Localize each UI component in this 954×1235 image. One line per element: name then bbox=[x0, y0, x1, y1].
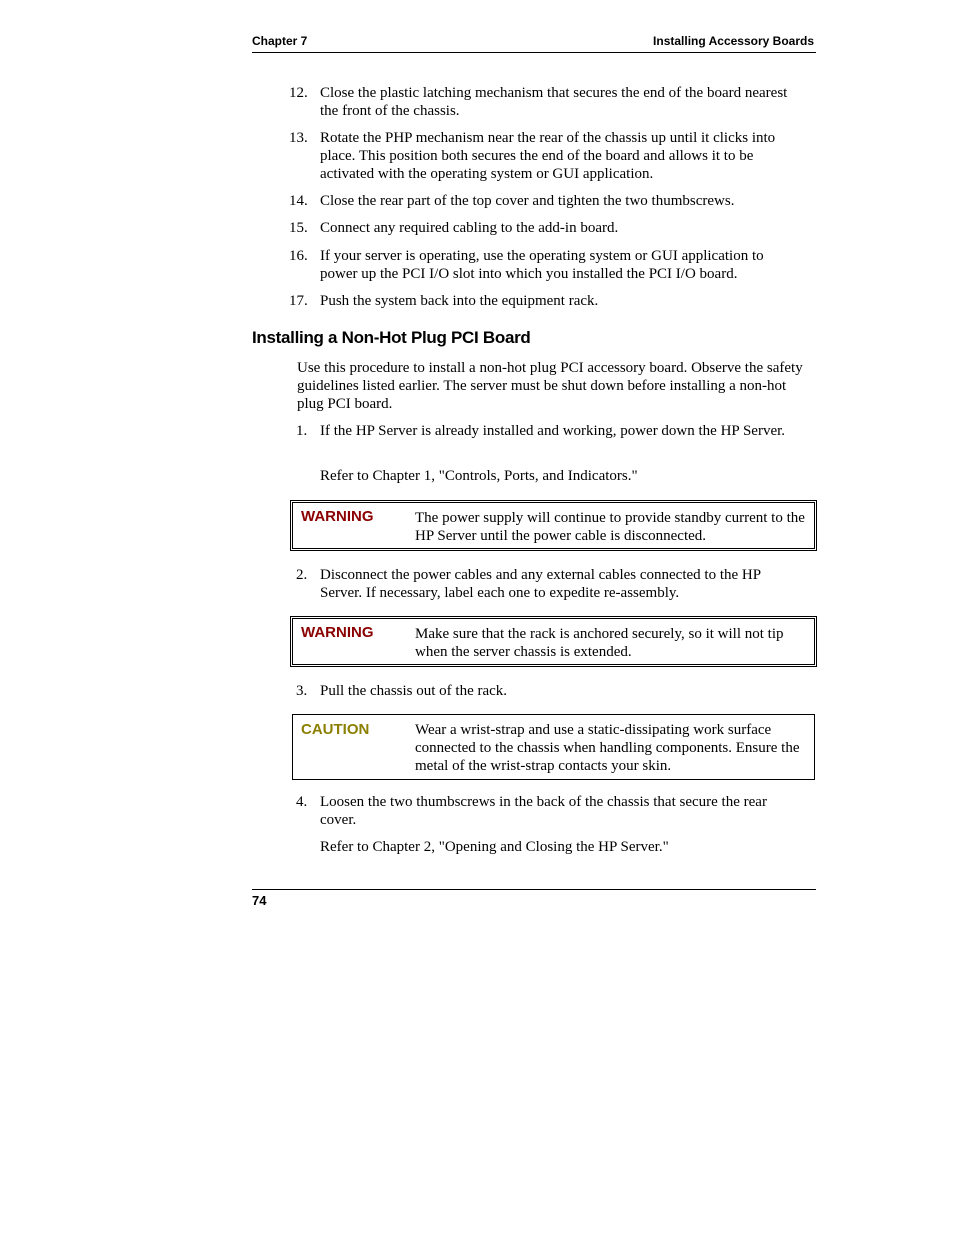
header-chapter: Chapter 7 bbox=[252, 34, 308, 48]
warning-text: Make sure that the rack is anchored securely, so it will not tip when the server chassis is extended. bbox=[415, 626, 784, 660]
warning-label: WARNING bbox=[301, 624, 374, 641]
step-text: Push the system back into the equipment rack. bbox=[320, 293, 599, 309]
page-footer bbox=[252, 889, 816, 908]
step-text: Loosen the two thumbscrews in the back of the chassis that secure the rear cover. bbox=[320, 794, 767, 828]
caution-box bbox=[292, 714, 815, 780]
step-number: 2. bbox=[296, 567, 308, 583]
caution-text: Wear a wrist-strap and use a static-dissipating work surface connected to the chassis when handling components. Ensure the metal of the wrist-strap contacts your skin. bbox=[415, 722, 800, 774]
step-text: Disconnect the power cables and any external cables connected to the HP Server. If necessary, label each one to expedite re-assembly. bbox=[320, 567, 761, 601]
step-number: 12. bbox=[289, 85, 308, 101]
caution-label: CAUTION bbox=[301, 721, 370, 738]
section-intro: Use this procedure to install a non-hot plug PCI accessory board. Observe the safety guidelines listed earlier. The server must be shut down before installing a non-hot plug PCI board. bbox=[297, 360, 803, 412]
step-text: Close the rear part of the top cover and tighten the two thumbscrews. bbox=[320, 193, 735, 209]
step-number: 13. bbox=[289, 130, 308, 146]
step-text: Close the plastic latching mechanism that secures the end of the board nearest the front of the chassis. bbox=[320, 85, 788, 119]
step-number: 15. bbox=[289, 220, 308, 236]
step-text: If the HP Server is already installed and working, power down the HP Server. bbox=[320, 423, 786, 439]
warning-text: The power supply will continue to provide standby current to the HP Server until the power cable is disconnected. bbox=[415, 510, 805, 544]
step-text: Rotate the PHP mechanism near the rear of the chassis up until it clicks into place. This position both secures the end of the board and allows it to be activated with the operating system or GUI application. bbox=[320, 130, 776, 182]
step-number: 17. bbox=[289, 293, 308, 309]
step-number: 1. bbox=[296, 423, 308, 439]
warning-box bbox=[290, 500, 817, 551]
step-number: 16. bbox=[289, 248, 308, 264]
step-number: 3. bbox=[296, 683, 308, 699]
section-heading: Installing a Non-Hot Plug PCI Board bbox=[252, 328, 531, 347]
step-number: 14. bbox=[289, 193, 308, 209]
warning-label: WARNING bbox=[301, 508, 374, 525]
warning-box bbox=[290, 616, 817, 667]
step-reference: Refer to Chapter 1, "Controls, Ports, and Indicators." bbox=[320, 468, 638, 484]
page-number: 74 bbox=[252, 893, 267, 908]
step-text: If your server is operating, use the operating system or GUI application to power up the PCI I/O slot into which you installed the PCI I/O board. bbox=[320, 248, 764, 282]
step-number: 4. bbox=[296, 794, 308, 810]
step-reference: Refer to Chapter 2, "Opening and Closing the HP Server." bbox=[320, 839, 669, 855]
step-text: Connect any required cabling to the add-in board. bbox=[320, 220, 619, 236]
header-section-title: Installing Accessory Boards bbox=[653, 34, 814, 48]
page-header bbox=[252, 34, 816, 53]
step-text: Pull the chassis out of the rack. bbox=[320, 683, 508, 699]
